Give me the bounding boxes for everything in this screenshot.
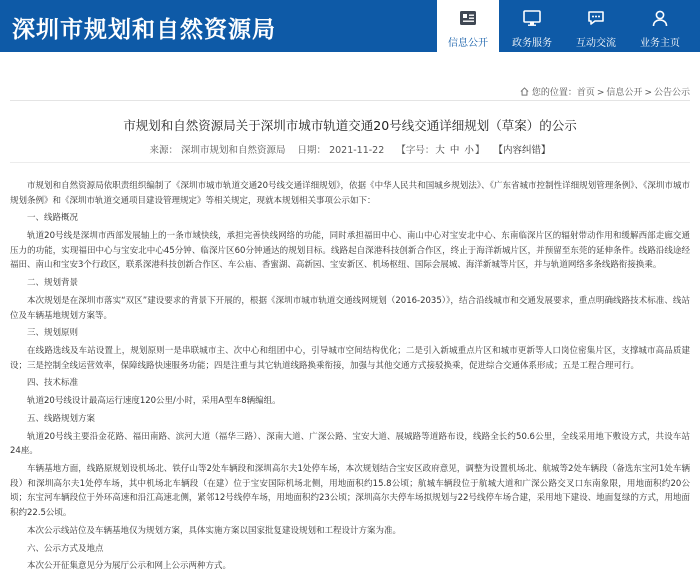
source-value: 深圳市规划和自然资源局 [181,145,286,156]
nav-label: 政务服务 [512,38,552,49]
home-icon [520,87,529,96]
section-heading: 六、公示方式及地点 [27,543,104,554]
date-value: 2021-11-22 [329,145,385,156]
breadcrumb-info-disclosure[interactable]: 信息公开 [606,88,643,98]
font-size-medium-button[interactable]: 中 [449,145,460,156]
article-body [10,179,690,577]
breadcrumb [520,85,690,98]
monitor-icon [522,8,542,28]
chat-icon [586,8,606,28]
font-size-small-button[interactable]: 小 [464,145,474,156]
font-size-control [396,145,484,156]
breadcrumb-separator: > [644,88,652,98]
nav-interaction[interactable] [565,0,627,52]
body-paragraph: 本次规划是在深圳市落实“双区”建设要求的背景下开展的，根据《深圳市城市轨道交通线网规划（2016-2035）》，结合沿线城市和交通发展要求，重点明确线路技术标准、线站位及车辆基地规划方案等。 [10,295,690,321]
section-heading: 五、线路规划方案 [27,414,96,424]
body-paragraph: 车辆基地方面，线路原规划设机场北、铁仔山等2处车辆段和深圳高尔夫1处停车场，本次规划结合宝安区政府意见，调整为设置机场北、航城等2处车辆段（备选东宝河1处车辆段）和深圳高尔夫1处停车场，其中机场北车辆段（在建）位于宝安国际机场北侧，用地面积约15.8公顷；航城车辆段位于航城大道和广深公路交叉口东南象限，用地面积约20公顷；东宝河车辆段位于外环高速和沿江高速北侧，紧邻12号线停车场，用地面积约23公顷；深圳高尔夫停车场拟规划与22号线停车场合建，采用地下建设、地面复绿的方式，用地面积约22.5公顷。 [10,464,690,518]
content-correction-link[interactable]: 【内容纠错】 [493,145,551,156]
nav-label: 信息公开 [448,38,488,49]
nav-label: 业务主页 [640,38,680,49]
breadcrumb-separator: > [596,88,605,98]
font-size-label: 【字号： [396,145,435,156]
nav-info-disclosure[interactable] [437,0,499,52]
font-size-end: 】 [474,145,485,156]
divider [10,100,690,101]
font-size-large-button[interactable]: 大 [435,145,445,156]
intro-paragraph: 市规划和自然资源局依职责组织编制了《深圳市城市轨道交通20号线交通详细规划》，依据《中华人民共和国城乡规划法》、《广东省城市控制性详细规划管理条例》、《深圳市城市规划条例》和《深圳市轨道交通项目建设管理规定》等相关规定，现就本规划相关事项公示如下： [10,181,690,206]
date-label: 日期： [297,145,327,156]
source-label: 来源： [149,145,178,156]
body-paragraph: 在线路选线及车站设置上，规划原则一是串联城市主、次中心和组团中心，引导城市空间结构优化；二是引入新城重点片区和城市更新等人口岗位密集片区，支撑城市高品质建设；三是控制全线运营效率，保障线路快速服务功能；四是注重与其它轨道线路换乘衔接，加强与其他交通方式接驳换乘，促进综合交通体系形成；五是工程合理可行。 [10,346,690,371]
breadcrumb-announcements[interactable]: 公告公示 [653,88,690,98]
nav-label: 互动交流 [576,38,616,49]
source-field [149,145,288,156]
breadcrumb-home[interactable]: 首页 [576,88,595,98]
article-meta [0,142,700,156]
site-header [0,0,700,52]
section-heading: 三、规划原则 [27,328,79,339]
breadcrumb-prefix: 您的位置： [531,88,577,98]
nav-business-home[interactable] [629,0,691,52]
user-icon [650,8,670,28]
body-paragraph: 本次公示线站位及车辆基地仅为规划方案，具体实施方案以国家批复建设规划和工程设计方案为准。 [27,525,402,536]
body-paragraph: 轨道20号线是深圳市西部发展轴上的一条市域快线，承担完善快线网络的功能，同时承担福田中心、南山中心对宝安北中心、东南临深片区的辐射带动作用和缓解西部走廊交通压力的功能，实现福田中心与宝安北中心45分钟、临深片区60分钟通达的规划目标。线路起自深港科技创新合作区，终止于海洋新城片区，并预留至东莞的延伸条件。线路沿线途经福田、南山和宝安3个行政区，联系深港科技创新合作区、车公庙、香蜜湖、高新园、宝安新区、机场枢纽、国际会展城、海洋新城等片区，并与轨道网络多条线路衔接换乘。 [10,231,690,271]
body-paragraph: 本次公开征集意见分为展厅公示和网上公示两种方式。 [27,561,232,572]
date-field [298,145,388,156]
nav-government-services[interactable] [501,0,563,52]
divider [10,162,690,163]
site-title[interactable]: 深圳市规划和自然资源局 [12,16,276,43]
body-paragraph: 轨道20号线设计最高运行速度120公里/小时，采用A型车8辆编组。 [27,396,281,407]
article-title: 市规划和自然资源局关于深圳市城市轨道交通20号线交通详细规划（草案）的公示 [123,118,577,133]
body-paragraph: 轨道20号线主要沿金花路、福田南路、滨河大道（福华三路）、深南大道、广深公路、宝安大道、展城路等道路布设，线路全长约50.6公里，全线采用地下敷设方式，共设车站24座。 [10,431,690,457]
section-heading: 四、技术标准 [27,378,79,389]
section-heading: 一、线路概况 [27,213,79,224]
section-heading: 二、规划背景 [27,278,79,289]
document-icon [458,8,478,28]
